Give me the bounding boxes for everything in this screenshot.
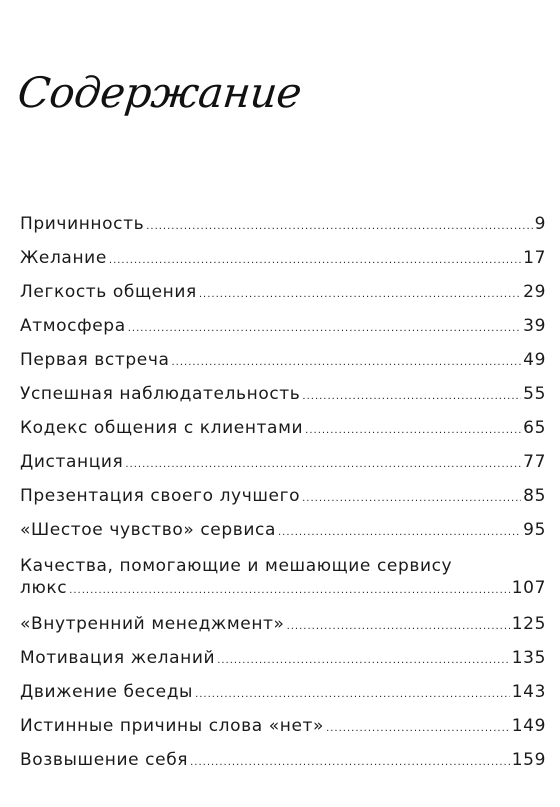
toc-page-number: 17 xyxy=(523,247,546,268)
toc-page-number: 85 xyxy=(523,485,546,506)
toc-entry[interactable] xyxy=(20,548,546,608)
toc-entry[interactable] xyxy=(20,480,546,514)
dot-leader xyxy=(302,489,521,509)
toc-entry-title: «Внутренний менеджмент» xyxy=(20,613,285,634)
toc-page-number: 125 xyxy=(511,613,546,634)
dot-leader xyxy=(171,353,521,373)
toc-entry-title: Кодекс общения с клиентами xyxy=(20,417,304,438)
toc-entry[interactable] xyxy=(20,310,546,344)
dot-leader xyxy=(125,455,521,475)
toc-entry-title: Возвышение себя xyxy=(20,749,189,770)
dot-leader xyxy=(278,523,521,543)
dot-leader xyxy=(146,217,532,237)
dot-leader xyxy=(69,581,510,601)
toc-entry[interactable] xyxy=(20,344,546,378)
dot-leader xyxy=(302,387,521,407)
toc-page-number: 107 xyxy=(511,577,546,598)
toc-entry-title: люкс xyxy=(20,577,68,598)
toc-entry-title: Первая встреча xyxy=(20,349,170,370)
toc-page-number: 149 xyxy=(511,715,546,736)
dot-leader xyxy=(195,685,510,705)
toc-page-number: 9 xyxy=(534,213,546,234)
toc-page-number: 135 xyxy=(511,647,546,668)
toc-page-number: 159 xyxy=(511,749,546,770)
toc-entry[interactable] xyxy=(20,412,546,446)
toc-entry-title: Мотивация желаний xyxy=(20,647,216,668)
toc-entry-title: Дистанция xyxy=(20,451,124,472)
toc-entry-title: Презентация своего лучшего xyxy=(20,485,301,506)
toc-entry-title: Истинные причины слова «нет» xyxy=(20,715,325,736)
toc-entry[interactable] xyxy=(20,242,546,276)
table-of-contents xyxy=(20,208,546,778)
toc-entry[interactable] xyxy=(20,744,546,778)
toc-entry[interactable] xyxy=(20,608,546,642)
toc-entry[interactable] xyxy=(20,676,546,710)
dot-leader xyxy=(326,719,510,739)
toc-page-number: 143 xyxy=(511,681,546,702)
dot-leader xyxy=(287,617,510,637)
toc-entry[interactable] xyxy=(20,378,546,412)
toc-page-number: 29 xyxy=(523,281,546,302)
toc-page-number: 39 xyxy=(523,315,546,336)
toc-entry-title-line-1: Качества, помогающие и мешающие сервису xyxy=(20,555,453,576)
toc-page-number: 49 xyxy=(523,349,546,370)
toc-entry-title: Легкость общения xyxy=(20,281,197,302)
toc-entry[interactable] xyxy=(20,514,546,548)
page-title: Содержание xyxy=(15,68,304,117)
toc-page-number: 77 xyxy=(523,451,546,472)
dot-leader xyxy=(190,753,510,773)
dot-leader xyxy=(109,251,521,271)
toc-entry[interactable] xyxy=(20,276,546,310)
dot-leader xyxy=(128,319,521,339)
toc-entry-title: «Шестое чувство» сервиса xyxy=(20,519,276,540)
toc-entry-title: Желание xyxy=(20,247,107,268)
toc-entry[interactable] xyxy=(20,710,546,744)
toc-page-number: 65 xyxy=(523,417,546,438)
dot-leader xyxy=(305,421,521,441)
toc-entry-title: Атмосфера xyxy=(20,315,126,336)
toc-entry[interactable] xyxy=(20,642,546,676)
toc-entry-title: Причинность xyxy=(20,213,145,234)
toc-entry-title: Движение беседы xyxy=(20,681,194,702)
toc-entry[interactable] xyxy=(20,208,546,242)
dot-leader xyxy=(199,285,521,305)
toc-page-number: 55 xyxy=(523,383,546,404)
dot-leader xyxy=(217,651,510,671)
toc-entry[interactable] xyxy=(20,446,546,480)
toc-page-number: 95 xyxy=(523,519,546,540)
toc-entry-title: Успешная наблюдательность xyxy=(20,383,301,404)
